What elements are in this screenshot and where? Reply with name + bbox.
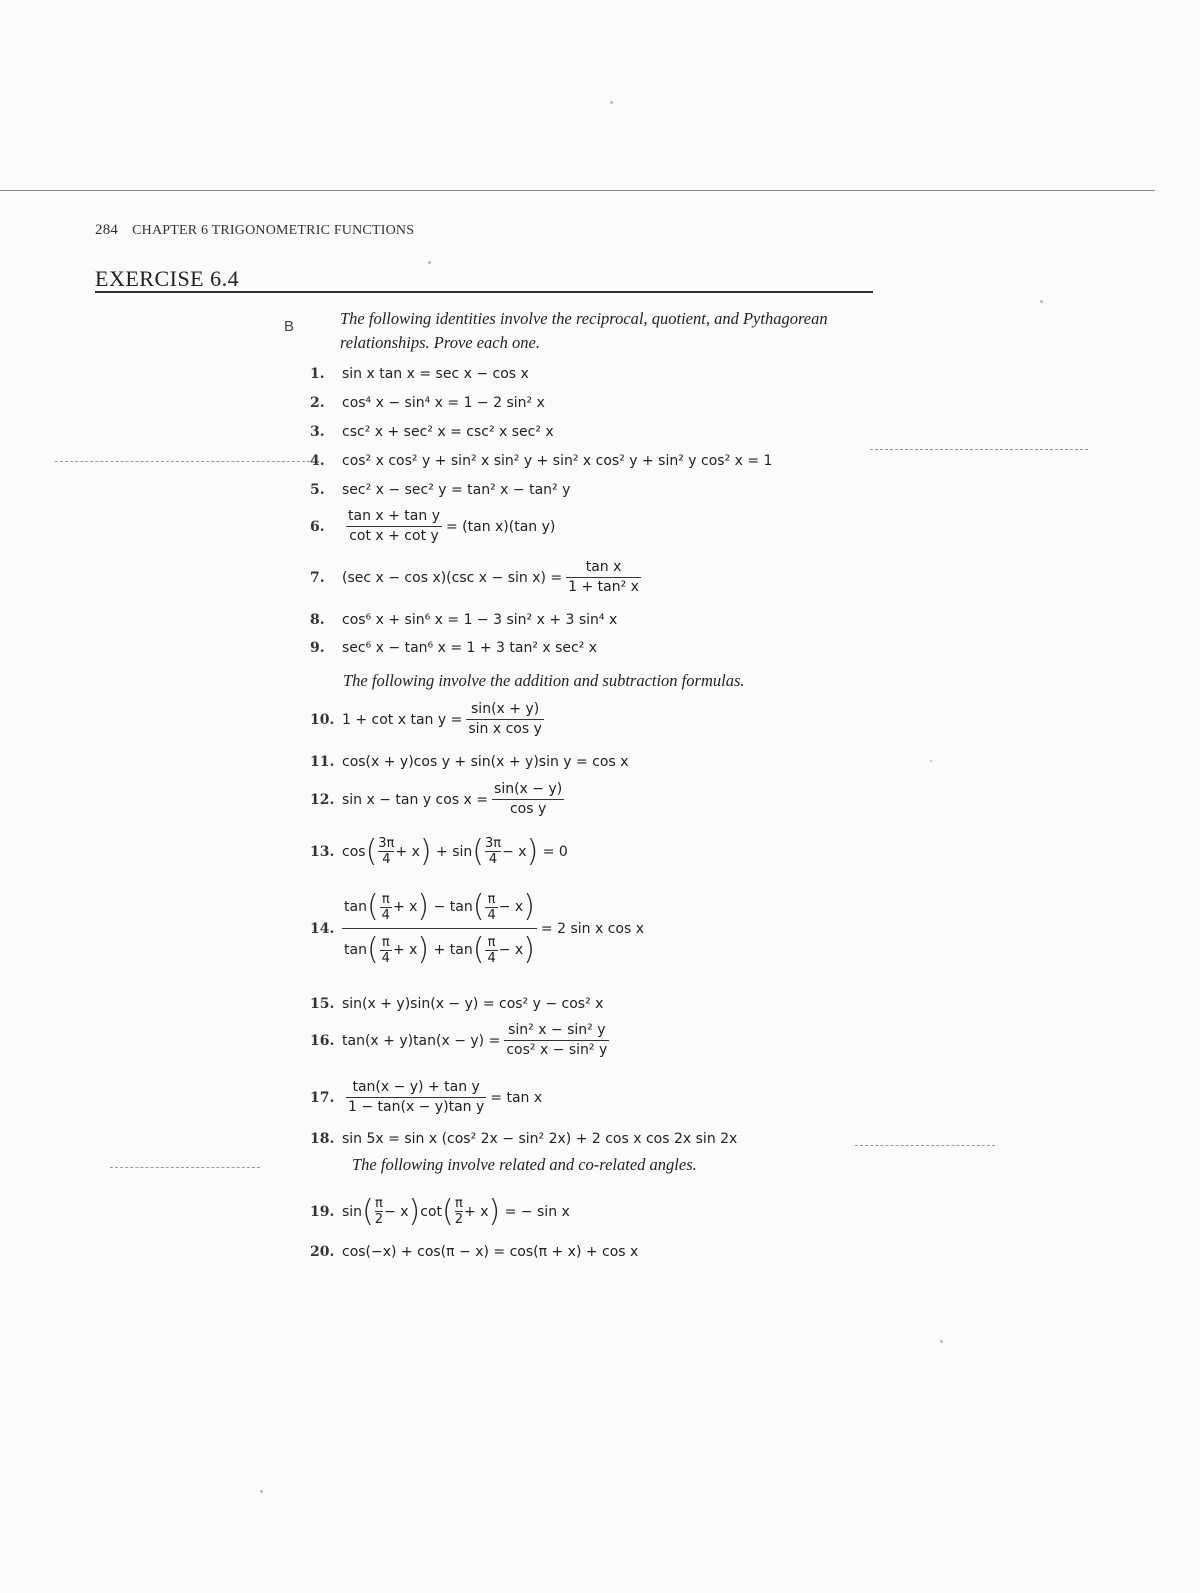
func-tan: tan	[344, 942, 367, 958]
problem-number: 6.	[310, 518, 325, 535]
scan-rule-top	[0, 190, 1155, 191]
numerator: π	[375, 1196, 383, 1211]
operator: +	[436, 843, 448, 860]
fraction	[485, 836, 501, 867]
scan-speck	[610, 101, 613, 104]
problem-6	[310, 507, 555, 546]
problem-13	[310, 834, 568, 869]
problem-number: 17.	[310, 1089, 335, 1106]
fraction	[380, 892, 392, 923]
scan-speck	[1040, 300, 1043, 303]
level-label: B	[284, 318, 295, 335]
paren-open: (	[472, 889, 485, 924]
numerator: π	[485, 892, 497, 908]
term: − x	[502, 843, 527, 860]
fraction	[492, 780, 564, 819]
page-number: 284	[95, 222, 119, 238]
problem-number: 10.	[310, 711, 335, 728]
paren-close: )	[417, 932, 430, 967]
paren-open: (	[442, 1194, 454, 1229]
paren-open: (	[472, 932, 485, 967]
problem-18	[310, 1131, 737, 1147]
term: + x	[392, 942, 418, 958]
paren-close: )	[417, 889, 430, 924]
problem-text: sin x tan x = sec x − cos x	[342, 366, 529, 382]
func-tan: tan	[449, 899, 473, 915]
scan-speck	[428, 261, 431, 264]
fraction	[504, 1021, 609, 1060]
section-intro-identities: The following identities involve the reciprocal, quotient, and Pythagorean relationships. Prove each one.	[340, 309, 828, 352]
problem-text: cos⁶ x + sin⁶ x = 1 − 3 sin² x + 3 sin⁴ x	[342, 612, 618, 628]
paren-close: )	[523, 889, 535, 924]
problem-11	[310, 754, 629, 770]
problem-number: 3.	[310, 424, 325, 440]
problem-number: 9.	[310, 640, 325, 656]
denominator: 2	[454, 1212, 464, 1227]
problem-16	[310, 1021, 613, 1060]
left-side: tan(x + y)tan(x − y) =	[342, 1032, 501, 1049]
problem-number: 4.	[310, 453, 325, 469]
paren-close: )	[488, 1194, 501, 1229]
problem-text: sec⁶ x − tan⁶ x = 1 + 3 tan² x sec² x	[342, 640, 598, 656]
numerator: π	[485, 935, 497, 951]
fraction	[455, 1196, 463, 1227]
problem-number: 11.	[310, 754, 335, 770]
term: + x	[464, 1203, 489, 1220]
denominator: 4	[487, 950, 496, 966]
paren-close: )	[408, 1194, 421, 1229]
problem-text: cos⁴ x − sin⁴ x = 1 − 2 sin² x	[342, 395, 545, 411]
numerator: sin² x − sin² y	[504, 1021, 609, 1041]
problem-text: sin 5x = sin x (cos² 2x − sin² 2x) + 2 cos x cos 2x sin 2x	[342, 1131, 738, 1147]
fraction	[375, 1196, 383, 1227]
problem-8	[310, 612, 617, 628]
fraction	[485, 935, 497, 966]
right-side: = 2 sin x cos x	[540, 920, 644, 937]
problem-9	[310, 640, 597, 656]
denominator: 4	[488, 852, 498, 867]
problem-number: 20.	[310, 1244, 335, 1260]
term: + x	[395, 843, 420, 860]
problem-1	[310, 366, 529, 382]
problem-number: 16.	[310, 1032, 335, 1049]
term: − x	[384, 1203, 409, 1220]
scan-speck	[930, 760, 932, 762]
paren-close: )	[523, 932, 535, 967]
right-side: = 0	[542, 843, 568, 860]
paren-open: (	[362, 1194, 374, 1229]
problem-3	[310, 424, 554, 440]
problem-number: 7.	[310, 569, 325, 586]
func-cot: cot	[420, 1203, 443, 1220]
numerator: π	[454, 1196, 463, 1211]
paren-close: )	[419, 834, 432, 869]
left-side: (sec x − cos x)(csc x − sin x) =	[342, 569, 563, 586]
denominator: 1 + tan² x	[568, 579, 639, 595]
numerator: tan(x − y) + tan y	[346, 1078, 486, 1098]
problem-text: csc² x + sec² x = csc² x sec² x	[342, 424, 554, 440]
problem-text: sin(x + y)sin(x − y) = cos² y − cos² x	[342, 996, 604, 1012]
scan-dash-lower-right	[855, 1145, 995, 1146]
problem-7	[310, 558, 645, 597]
problem-text: cos(−x) + cos(π − x) = cos(π + x) + cos x	[342, 1244, 639, 1260]
term: + x	[392, 899, 418, 915]
problem-number: 15.	[310, 996, 335, 1012]
denominator: 4	[381, 950, 390, 966]
paren-open: (	[366, 932, 379, 967]
scan-speck	[940, 1340, 943, 1343]
fraction	[466, 700, 544, 739]
operator: −	[433, 899, 446, 915]
denominator: cos y	[509, 801, 547, 817]
problem-text: sec² x − sec² y = tan² x − tan² y	[342, 482, 571, 498]
denominator	[342, 929, 537, 969]
problem-text: cos² x cos² y + sin² x sin² y + sin² x cos² y + sin² y cos² x = 1	[342, 453, 773, 469]
fraction	[342, 888, 537, 969]
denominator: cos² x − sin² y	[506, 1042, 608, 1058]
heading-rule	[95, 291, 873, 293]
problem-14	[310, 888, 644, 969]
running-head	[95, 222, 414, 239]
func-cos: cos	[342, 843, 366, 860]
paren-open: (	[472, 834, 484, 869]
section-intro-addition: The following involve the addition and subtraction formulas.	[343, 671, 745, 690]
problem-2	[310, 395, 545, 411]
problem-number: 1.	[310, 366, 325, 382]
problem-number: 12.	[310, 791, 335, 808]
exercise-title: EXERCISE 6.4	[95, 266, 240, 291]
denominator: cot x + cot y	[349, 528, 439, 544]
denominator: 4	[382, 852, 391, 867]
numerator: 3π	[485, 836, 502, 851]
problem-12	[310, 780, 568, 819]
fraction	[378, 836, 394, 867]
problem-5	[310, 482, 570, 498]
numerator: tan x	[566, 558, 641, 578]
denominator: sin x cos y	[468, 721, 542, 737]
right-side: = (tan x)(tan y)	[445, 518, 556, 535]
problem-number: 14.	[310, 920, 335, 937]
problem-number: 13.	[310, 843, 335, 860]
left-side: 1 + cot x tan y =	[342, 711, 463, 728]
denominator: 2	[374, 1212, 384, 1227]
problem-17	[310, 1078, 542, 1117]
numerator: π	[380, 892, 392, 908]
right-side: = − sin x	[504, 1203, 570, 1220]
fraction	[566, 558, 641, 597]
fraction	[485, 892, 497, 923]
operator: +	[433, 942, 446, 958]
denominator: 4	[381, 907, 390, 923]
problem-number: 2.	[310, 395, 325, 411]
term: − x	[498, 899, 524, 915]
numerator: tan x + tan y	[346, 507, 442, 527]
problem-number: 18.	[310, 1131, 335, 1147]
denominator: 1 − tan(x − y)tan y	[348, 1099, 485, 1115]
fraction	[346, 1078, 486, 1117]
problem-number: 5.	[310, 482, 325, 498]
fraction	[346, 507, 442, 546]
problem-text: cos(x + y)cos y + sin(x + y)sin y = cos x	[342, 754, 629, 770]
numerator: sin(x − y)	[492, 780, 564, 800]
numerator: π	[380, 935, 392, 951]
paren-open: (	[365, 834, 378, 869]
paren-open: (	[366, 889, 379, 924]
section-intro-related-angles: The following involve related and co-related angles.	[352, 1155, 697, 1174]
scan-dash-lower-left	[110, 1167, 260, 1168]
chapter-title: CHAPTER 6 TRIGONOMETRIC FUNCTIONS	[132, 223, 415, 238]
fraction	[380, 935, 392, 966]
problem-20	[310, 1244, 638, 1260]
numerator: sin(x + y)	[466, 700, 544, 720]
problem-4	[310, 453, 772, 469]
func-tan: tan	[449, 942, 473, 958]
right-side: = tan x	[490, 1089, 543, 1106]
func-tan: tan	[344, 899, 367, 915]
problem-number: 8.	[310, 612, 325, 628]
problem-number: 19.	[310, 1203, 335, 1220]
scan-dash-right	[870, 449, 1088, 450]
problem-19	[310, 1194, 570, 1229]
term: − x	[498, 942, 524, 958]
scan-dash-left	[55, 461, 310, 462]
left-side: sin x − tan y cos x =	[342, 791, 489, 808]
numerator	[342, 888, 537, 929]
numerator: 3π	[378, 836, 395, 851]
denominator: 4	[487, 907, 496, 923]
problem-10	[310, 700, 548, 739]
func-sin: sin	[452, 843, 473, 860]
func-sin: sin	[342, 1203, 363, 1220]
paren-close: )	[526, 834, 539, 869]
problem-15	[310, 996, 603, 1012]
scan-speck	[260, 1490, 263, 1493]
